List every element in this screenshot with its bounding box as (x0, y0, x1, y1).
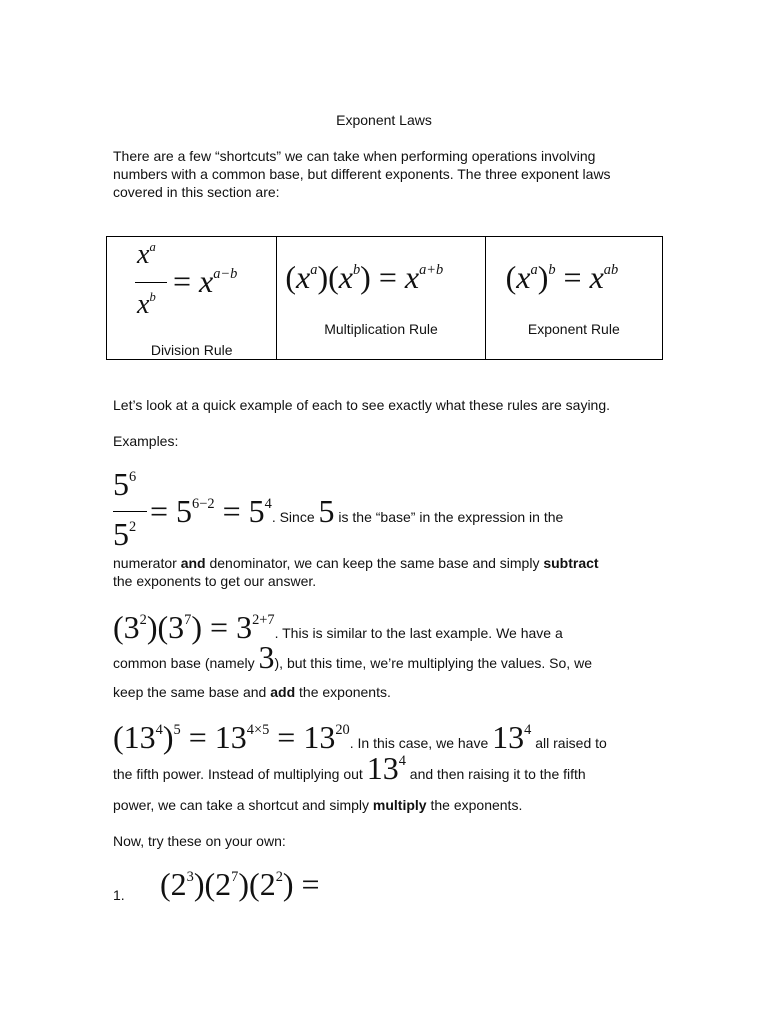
bold-text: add (270, 684, 296, 700)
bold-text: and (180, 555, 206, 571)
base: 5 (248, 493, 265, 529)
fraction-bar (135, 282, 167, 283)
intro-paragraph: There are a few “shortcuts” we can take when performing operations involving numbers with a common base, but different exponents. The three exponent laws covered in this section are: (113, 148, 611, 200)
examples-heading: Examples: (113, 433, 179, 449)
fraction-bar (113, 511, 147, 512)
base: 13 (303, 719, 336, 755)
base: 3 (123, 609, 140, 645)
exponent: a−b (213, 266, 238, 283)
example1-numerator (113, 466, 136, 503)
exponent: 5 (173, 722, 181, 739)
multiplication-equation: $(x^a)(x^b) = x^{a+b}$ (285, 259, 444, 295)
example1-denominator (113, 516, 136, 553)
text: and then raising it to the fifth (405, 766, 586, 782)
exponent: 4 (524, 722, 532, 739)
text: the fifth power. Instead of multiplying out (113, 766, 367, 782)
practice-heading: Now, try these on your own: (113, 833, 286, 849)
exponent: 6−2 (192, 496, 215, 513)
division-denominator: $x^b$ (137, 289, 156, 320)
text: the exponents. (295, 684, 391, 700)
base: 5 (113, 466, 129, 502)
base: 3 (258, 639, 275, 675)
text: . In this case, we have (349, 735, 493, 751)
example1-line3: the exponents to get our answer. (113, 573, 317, 589)
base: 3 (168, 609, 185, 645)
exponent: a (310, 262, 318, 279)
example1-line2 (113, 554, 599, 572)
problem-number: 1. (113, 887, 125, 903)
text: ), but this time, we’re multiplying the values. So, we (274, 655, 592, 671)
lead-in-text: Let’s look at a quick example of each to see exactly what these rules are saying. (113, 397, 611, 413)
example1-equation: = $5^{6-2} = 5^4$ (150, 493, 272, 529)
exponent-rule-cell (485, 237, 662, 360)
text: common base (namely (113, 655, 259, 671)
example2-line3 (113, 683, 391, 701)
exponent: 4 (398, 753, 406, 770)
base: 2 (170, 866, 187, 902)
exponent: 4 (264, 496, 272, 513)
exponent: b (149, 290, 156, 305)
example3-equation: $(13^4)^5 = 13^{4\times 5} = 13^{20}$ (113, 719, 350, 755)
base: 5 (318, 493, 335, 529)
base: 5 (176, 493, 193, 529)
page-title: Exponent Laws (336, 112, 432, 128)
text: denominator, we can keep the same base and simply (205, 555, 544, 571)
exponent: 4×5 (246, 722, 270, 739)
text: all raised to (531, 735, 607, 751)
base: 13 (123, 719, 156, 755)
example2-line2 (113, 639, 592, 675)
exponent: 7 (184, 612, 192, 629)
exponent: 4 (155, 722, 163, 739)
example2-equation: $(3^2)(3^7) = 3^{2+7}$ (113, 609, 275, 645)
multiplication-rule-label: Multiplication Rule (324, 321, 438, 337)
base: 13 (214, 719, 247, 755)
division-result: = $x^{a-b}$ (173, 263, 238, 299)
exponent: a (149, 240, 156, 255)
exponent-rule-label: Exponent Rule (527, 321, 620, 337)
exponent: a+b (419, 262, 444, 279)
text: keep the same base and (113, 684, 271, 700)
bold-text: multiply (372, 797, 427, 813)
exponent: 2 (275, 869, 283, 886)
text: is the “base” in the expression in the (334, 509, 564, 525)
base: 13 (492, 719, 525, 755)
division-rule-cell (107, 237, 277, 360)
base: 3 (236, 609, 253, 645)
division-numerator: $x^a$ (137, 239, 156, 270)
text: numerator (113, 555, 181, 571)
example3-line3 (113, 796, 522, 814)
exponent: a (530, 262, 538, 279)
exponent: 6 (129, 469, 137, 486)
multiplication-rule-cell (277, 237, 485, 360)
exponent: 2 (139, 612, 147, 629)
exponent: b (352, 262, 361, 279)
base: 13 (366, 750, 399, 786)
exponent: 2+7 (252, 612, 275, 629)
bold-text: subtract (543, 555, 599, 571)
example3-line2 (113, 750, 586, 786)
text: . This is similar to the last example. We have a (274, 625, 563, 641)
base: 5 (113, 516, 129, 552)
exponent: ab (603, 262, 619, 279)
exponent: b (548, 262, 556, 279)
base: 2 (215, 866, 232, 902)
text: the exponents. (426, 797, 523, 813)
exponent: 20 (335, 722, 350, 739)
text: power, we can take a shortcut and simply (113, 797, 373, 813)
term (492, 719, 531, 755)
example3-line1 (113, 719, 607, 756)
rules-table (106, 236, 663, 360)
exponent: 7 (231, 869, 239, 886)
text: . Since (271, 509, 319, 525)
exponent: 3 (186, 869, 194, 886)
example2-line1 (113, 609, 563, 646)
division-rule-label: Division Rule (150, 342, 233, 358)
problem-1-expression: $(2^3)(2^7)(2^2)$ = (160, 866, 320, 902)
term (367, 750, 406, 786)
example1-line1 (150, 493, 563, 530)
base: 2 (259, 866, 276, 902)
exponent-equation: $(x^a)^b = x^{ab}$ (505, 259, 619, 295)
exponent: 2 (129, 519, 137, 536)
